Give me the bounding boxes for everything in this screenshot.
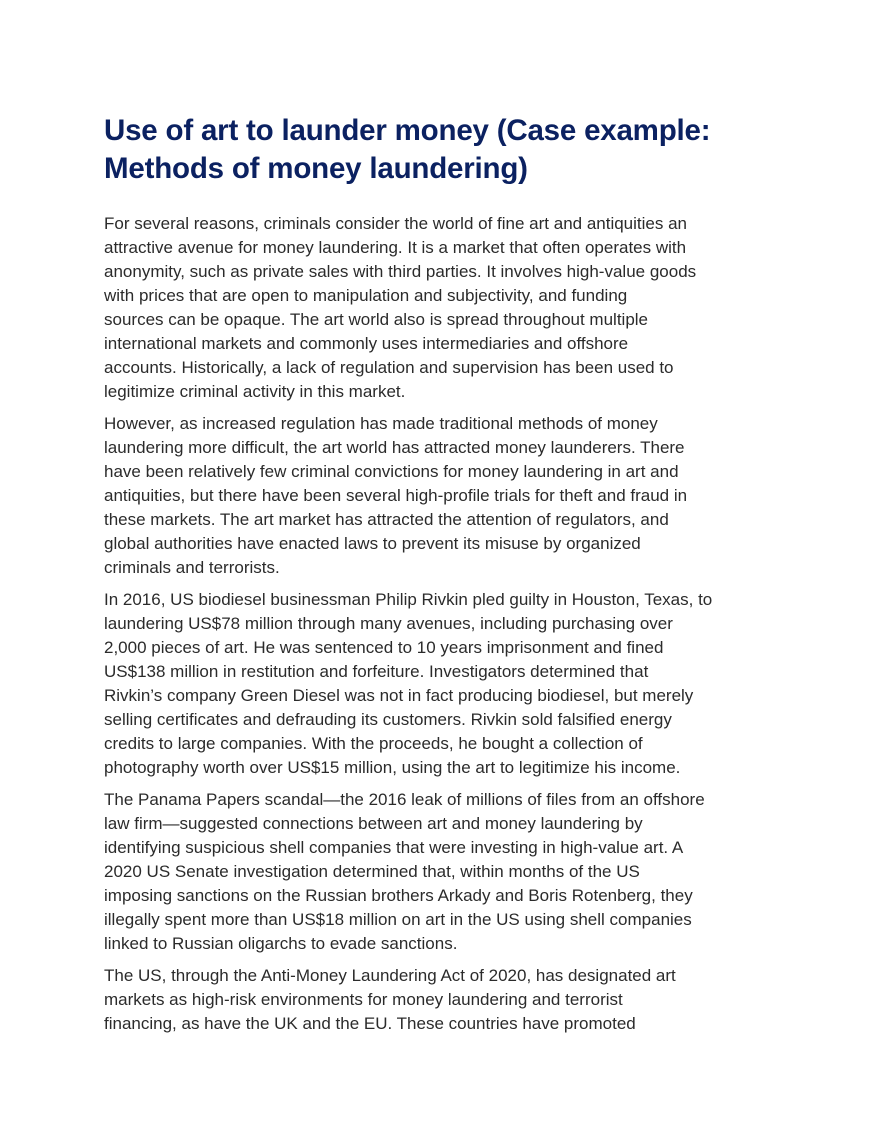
text-line: linked to Russian oligarchs to evade sanctions. xyxy=(104,934,458,953)
text-line: 2,000 pieces of art. He was sentenced to 10 years imprisonment and fined xyxy=(104,638,664,657)
text-line: credits to large companies. With the proceeds, he bought a collection of xyxy=(104,734,643,753)
text-line: imposing sanctions on the Russian brothers Arkady and Boris Rotenberg, they xyxy=(104,886,693,905)
text-line: criminals and terrorists. xyxy=(104,558,280,577)
text-line: selling certificates and defrauding its customers. Rivkin sold falsified energy xyxy=(104,710,672,729)
text-line: financing, as have the UK and the EU. These countries have promoted xyxy=(104,1014,636,1033)
text-line: legitimize criminal activity in this market. xyxy=(104,382,406,401)
paragraph-1 xyxy=(104,212,744,404)
paragraph-4 xyxy=(104,788,744,956)
text-line: laundering more difficult, the art world has attracted money launderers. There xyxy=(104,438,685,457)
page-title xyxy=(104,112,744,188)
text-line: accounts. Historically, a lack of regulation and supervision has been used to xyxy=(104,358,674,377)
text-line: US$138 million in restitution and forfeiture. Investigators determined that xyxy=(104,662,649,681)
text-line: However, as increased regulation has made traditional methods of money xyxy=(104,414,658,433)
document-content xyxy=(104,112,744,1044)
text-line: sources can be opaque. The art world also is spread throughout multiple xyxy=(104,310,649,329)
text-line: photography worth over US$15 million, using the art to legitimize his income. xyxy=(104,758,681,777)
text-line: For several reasons, criminals consider the world of fine art and antiquities an xyxy=(104,214,688,233)
text-line: markets as high-risk environments for money laundering and terrorist xyxy=(104,990,623,1009)
document-body xyxy=(104,212,744,1036)
text-line: law firm—suggested connections between art and money laundering by xyxy=(104,814,643,833)
text-line: international markets and commonly uses intermediaries and offshore xyxy=(104,334,629,353)
text-line: 2020 US Senate investigation determined that, within months of the US xyxy=(104,862,640,881)
text-line: anonymity, such as private sales with third parties. It involves high-value goods xyxy=(104,262,697,281)
paragraph-5 xyxy=(104,964,744,1036)
text-line: The Panama Papers scandal—the 2016 leak of millions of files from an offshore xyxy=(104,790,705,809)
text-line: illegally spent more than US$18 million on art in the US using shell companies xyxy=(104,910,692,929)
text-line: identifying suspicious shell companies that were investing in high-value art. A xyxy=(104,838,684,857)
text-line: attractive avenue for money laundering. It is a market that often operates with xyxy=(104,238,687,257)
title-line: Methods of money laundering) xyxy=(104,152,528,185)
title-line: Use of art to launder money (Case example: xyxy=(104,114,711,147)
text-line: with prices that are open to manipulation and subjectivity, and funding xyxy=(104,286,628,305)
text-line: Rivkin’s company Green Diesel was not in fact producing biodiesel, but merely xyxy=(104,686,694,705)
text-line: laundering US$78 million through many avenues, including purchasing over xyxy=(104,614,673,633)
text-line: In 2016, US biodiesel businessman Philip Rivkin pled guilty in Houston, Texas, to xyxy=(104,590,713,609)
text-line: global authorities have enacted laws to prevent its misuse by organized xyxy=(104,534,641,553)
text-line: have been relatively few criminal convictions for money laundering in art and xyxy=(104,462,679,481)
paragraph-2 xyxy=(104,412,744,580)
text-line: these markets. The art market has attracted the attention of regulators, and xyxy=(104,510,669,529)
text-line: The US, through the Anti-Money Laundering Act of 2020, has designated art xyxy=(104,966,676,985)
text-line: antiquities, but there have been several high-profile trials for theft and fraud in xyxy=(104,486,688,505)
paragraph-3 xyxy=(104,588,744,780)
